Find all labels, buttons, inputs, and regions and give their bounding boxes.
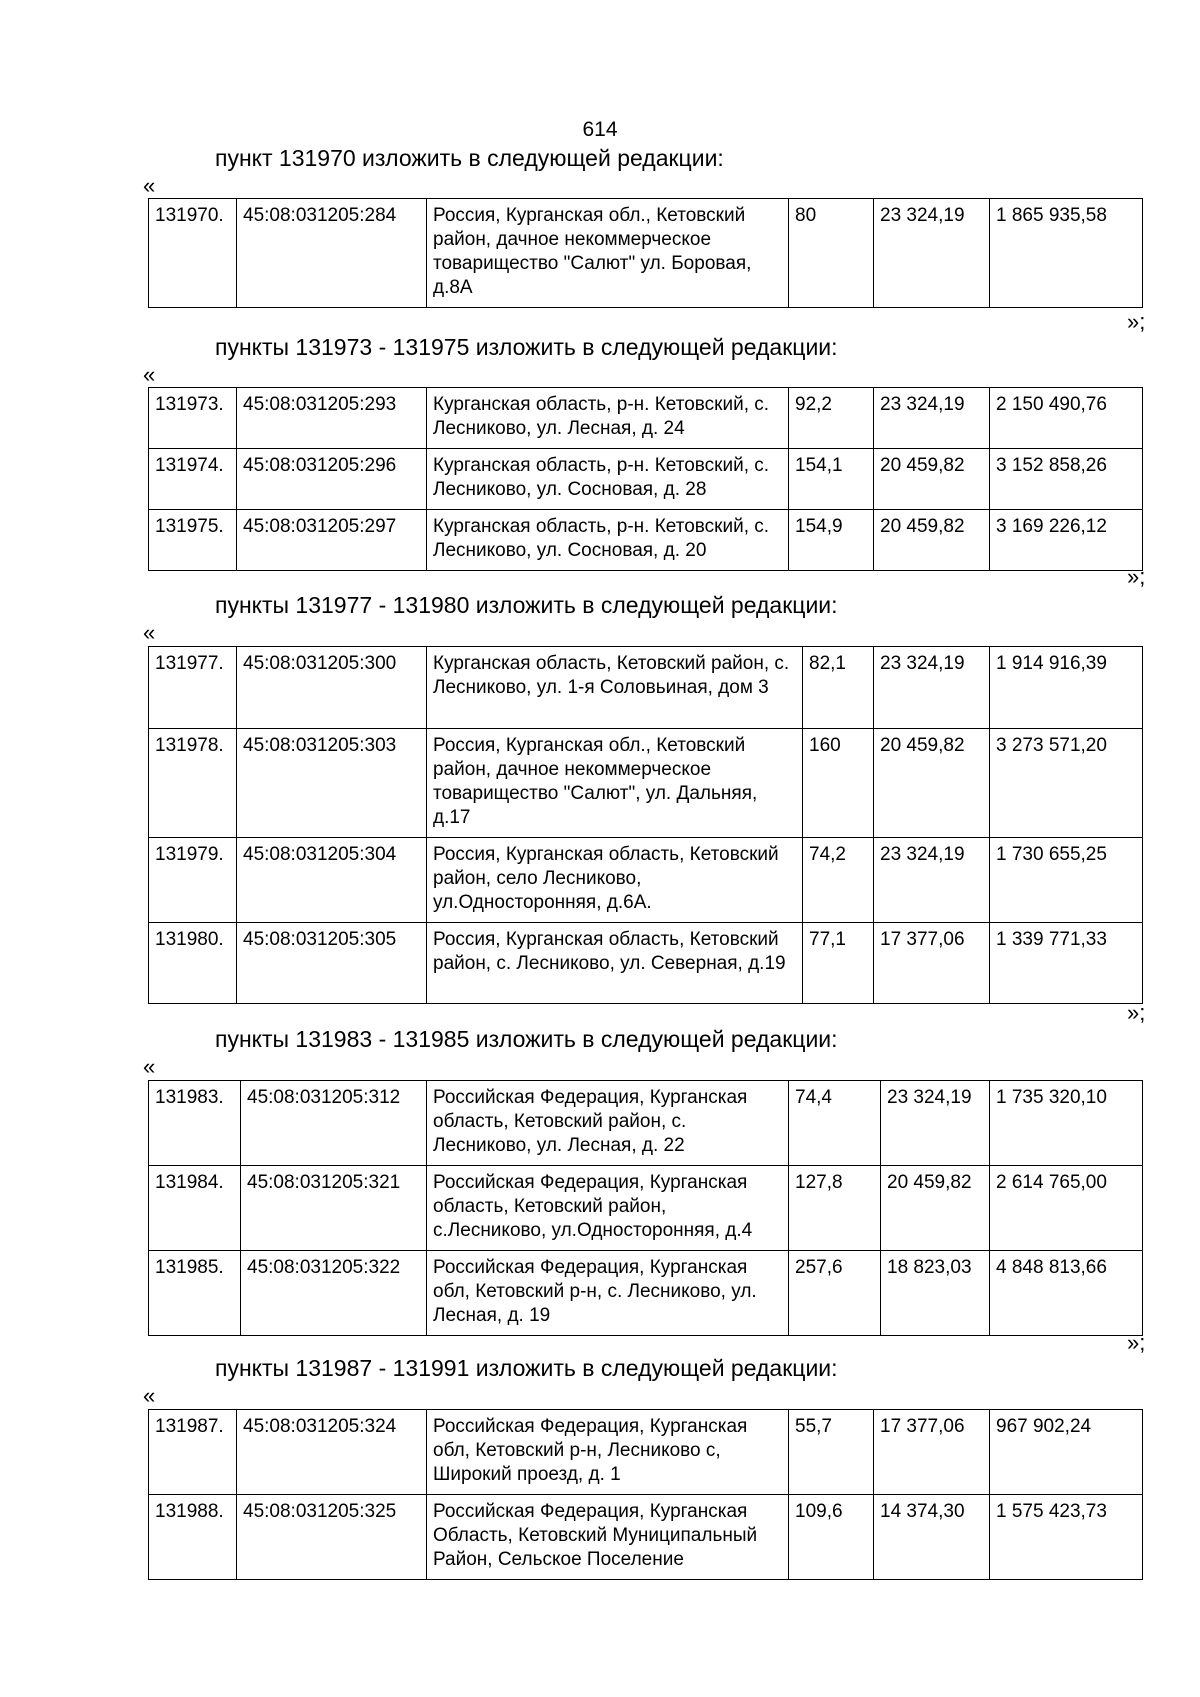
page-number: 614 [582,118,618,141]
cadastral-number: 45:08:031205:303 [237,729,427,838]
cadastral-number: 45:08:031205:312 [241,1081,427,1166]
cadastral-number: 45:08:031205:297 [237,510,427,571]
table-row [149,1166,1143,1251]
table-row [149,449,1143,510]
table-row [149,388,1143,449]
section-heading: пункты 131973 - 131975 изложить в следующей редакции: [215,334,838,360]
total-value: 4 848 813,66 [990,1251,1143,1336]
unit-price: 20 459,82 [874,729,990,838]
unit-price: 23 324,19 [874,647,990,729]
section-heading: пункты 131983 - 131985 изложить в следующей редакции: [215,1026,838,1052]
total-value: 2 614 765,00 [990,1166,1143,1251]
area: 257,6 [789,1251,881,1336]
address: Российская Федерация, Курганская обл, Кетовский р-н, Лесниково с, Широкий проезд, д. 1 [427,1410,789,1495]
address: Курганская область, Кетовский район, с. Лесниково, ул. 1-я Соловьиная, дом 3 [427,647,803,729]
total-value: 2 150 490,76 [990,388,1143,449]
cadastral-number: 45:08:031205:304 [237,838,427,923]
total-value: 967 902,24 [990,1410,1143,1495]
unit-price: 23 324,19 [874,838,990,923]
total-value: 1 865 935,58 [990,199,1143,308]
unit-price: 20 459,82 [874,449,990,510]
total-value: 3 152 858,26 [990,449,1143,510]
close-quote: »; [1127,309,1146,334]
cadastral-number: 45:08:031205:322 [241,1251,427,1336]
item-number: 131985. [149,1251,241,1336]
total-value: 1 735 320,10 [990,1081,1143,1166]
close-quote: »; [1127,564,1146,589]
item-number: 131977. [149,647,237,729]
item-number: 131970. [149,199,237,308]
cadastral-number: 45:08:031205:324 [237,1410,427,1495]
close-quote: »; [1127,1000,1146,1025]
area: 154,9 [789,510,874,571]
area: 127,8 [789,1166,881,1251]
open-quote: « [143,1383,156,1408]
cadastral-number: 45:08:031205:321 [241,1166,427,1251]
table-row [149,729,1143,838]
address: Россия, Курганская область, Кетовский район, село Лесниково, ул.Односторонняя, д.6А. [427,838,803,923]
table-row [149,1081,1143,1166]
property-table [148,1409,1143,1580]
cadastral-number: 45:08:031205:300 [237,647,427,729]
address: Российская Федерация, Курганская обл, Кетовский р-н, с. Лесниково, ул. Лесная, д. 19 [427,1251,789,1336]
open-quote: « [143,1054,156,1079]
property-table [148,387,1143,571]
address: Курганская область, р-н. Кетовский, с. Лесниково, ул. Сосновая, д. 20 [427,510,789,571]
item-number: 131974. [149,449,237,510]
area: 55,7 [789,1410,874,1495]
cadastral-number: 45:08:031205:325 [237,1495,427,1580]
address: Россия, Курганская область, Кетовский район, с. Лесниково, ул. Северная, д.19 [427,923,803,1004]
section-heading: пункты 131977 - 131980 изложить в следующей редакции: [215,592,838,618]
total-value: 3 273 571,20 [990,729,1143,838]
unit-price: 20 459,82 [881,1166,990,1251]
address: Российская Федерация, Курганская Область, Кетовский Муниципальный Район, Сельское Поселение [427,1495,789,1580]
section-heading: пункты 131987 - 131991 изложить в следующей редакции: [215,1355,838,1381]
item-number: 131983. [149,1081,241,1166]
address: Российская Федерация, Курганская область, Кетовский район, с. Лесниково, ул. Лесная, д. 22 [427,1081,789,1166]
total-value: 1 575 423,73 [990,1495,1143,1580]
cadastral-number: 45:08:031205:284 [237,199,427,308]
table-row [149,199,1143,308]
address: Россия, Курганская обл., Кетовский район, дачное некоммерческое товарищество "Салют", ул. Дальняя, д.17 [427,729,803,838]
section-heading: пункт 131970 изложить в следующей редакции: [215,145,724,171]
unit-price: 23 324,19 [874,388,990,449]
address: Россия, Курганская обл., Кетовский район, дачное некоммерческое товарищество "Салют" ул. Боровая, д.8А [427,199,789,308]
total-value: 3 169 226,12 [990,510,1143,571]
item-number: 131979. [149,838,237,923]
area: 154,1 [789,449,874,510]
area: 92,2 [789,388,874,449]
total-value: 1 730 655,25 [990,838,1143,923]
open-quote: « [143,173,156,198]
address: Российская Федерация, Курганская область, Кетовский район, с.Лесниково, ул.Односторонняя, д.4 [427,1166,789,1251]
unit-price: 17 377,06 [874,1410,990,1495]
item-number: 131980. [149,923,237,1004]
area: 82,1 [803,647,874,729]
open-quote: « [143,362,156,387]
table-row [149,1495,1143,1580]
area: 77,1 [803,923,874,1004]
unit-price: 14 374,30 [874,1495,990,1580]
unit-price: 20 459,82 [874,510,990,571]
item-number: 131988. [149,1495,237,1580]
area: 74,4 [789,1081,881,1166]
table-row [149,1410,1143,1495]
area: 109,6 [789,1495,874,1580]
item-number: 131984. [149,1166,241,1251]
cadastral-number: 45:08:031205:293 [237,388,427,449]
cadastral-number: 45:08:031205:305 [237,923,427,1004]
cadastral-number: 45:08:031205:296 [237,449,427,510]
address: Курганская область, р-н. Кетовский, с. Лесниково, ул. Лесная, д. 24 [427,388,789,449]
area: 160 [803,729,874,838]
unit-price: 23 324,19 [881,1081,990,1166]
item-number: 131975. [149,510,237,571]
table-row [149,838,1143,923]
property-table [148,198,1143,308]
property-table [148,1080,1143,1336]
unit-price: 18 823,03 [881,1251,990,1336]
item-number: 131987. [149,1410,237,1495]
unit-price: 23 324,19 [874,199,990,308]
table-row [149,510,1143,571]
item-number: 131973. [149,388,237,449]
table-row [149,1251,1143,1336]
area: 80 [789,199,874,308]
property-table [148,646,1143,1004]
total-value: 1 339 771,33 [990,923,1143,1004]
close-quote: »; [1127,1330,1146,1355]
unit-price: 17 377,06 [874,923,990,1004]
total-value: 1 914 916,39 [990,647,1143,729]
open-quote: « [143,620,156,645]
table-row [149,923,1143,1004]
table-row [149,647,1143,729]
address: Курганская область, р-н. Кетовский, с. Лесниково, ул. Сосновая, д. 28 [427,449,789,510]
area: 74,2 [803,838,874,923]
item-number: 131978. [149,729,237,838]
